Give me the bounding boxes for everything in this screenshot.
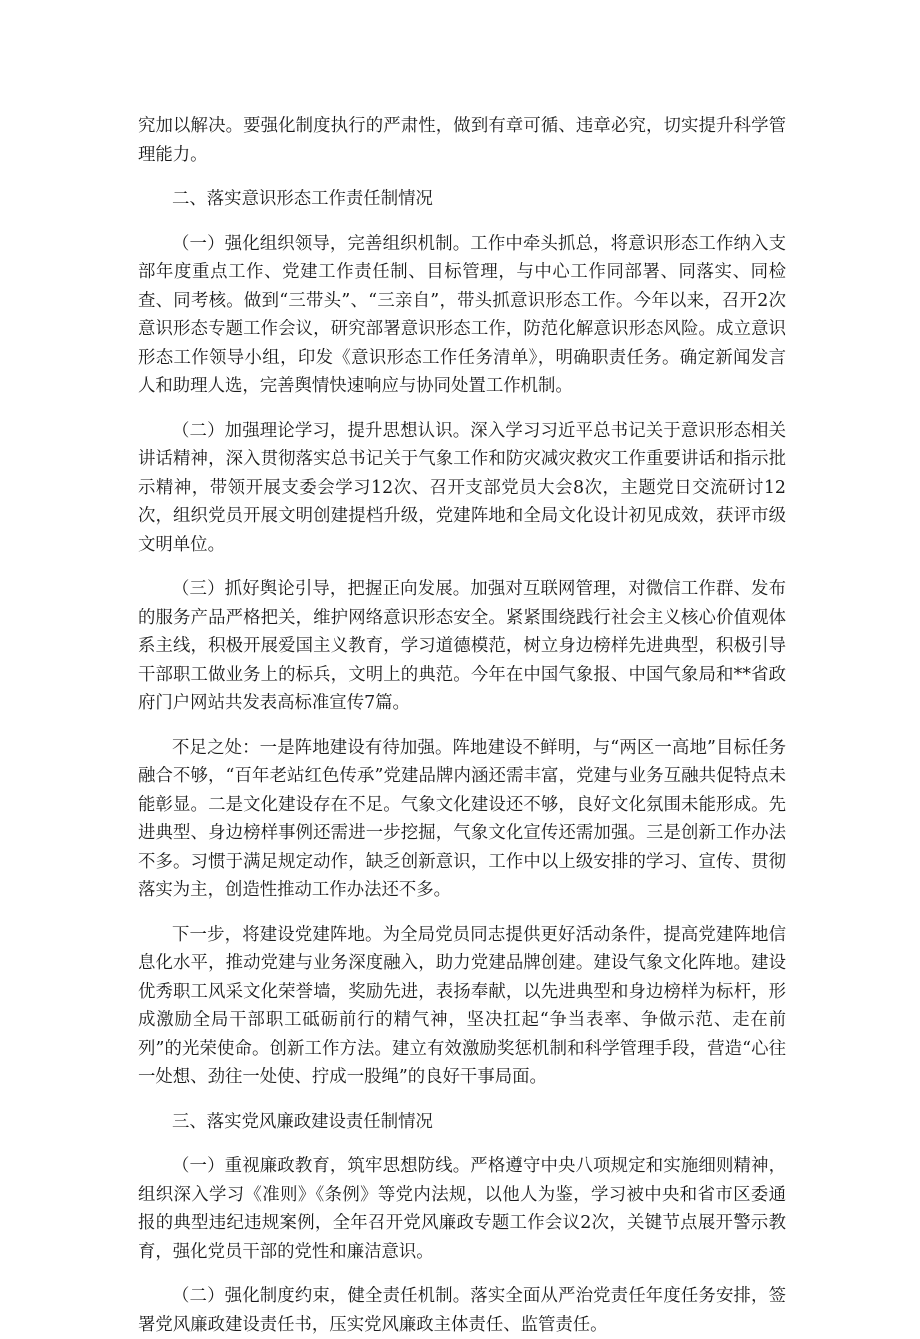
section-heading-2: 二、落实意识形态工作责任制情况 <box>172 189 433 209</box>
paragraph-gap <box>138 718 786 734</box>
paragraph-gap <box>138 559 786 575</box>
paragraph-continuation: 究加以解决。要强化制度执行的严肃性，做到有章可循、违章必究，切实提升科学管理能力。 <box>138 116 786 165</box>
paragraph-next-steps: 下一步，将建设党建阵地。为全局党员同志提供更好活动条件，提高党建阵地信息化水平，推动党建与业务深度融入，助力党建品牌创建。建设气象文化阵地。建设优秀职工风采文化荣誉墙，奖励先进，表扬奉献，以先进典型和身边榜样为标杆，形成激励全局干部职工砥砺前行的精气神，坚决扛起“争当表率、争做示范、走在前列”的光荣使命。创新工作方法。建立有效激励奖惩机制和科学管理手段，营造“心往一处想、劲往一处使、拧成一股绳”的良好干事局面。 <box>138 924 786 1087</box>
document-page <box>138 112 786 1339</box>
paragraph-organization: （一）强化组织领导，完善组织机制。工作中牵头抓总，将意识形态工作纳入支部年度重点工作、党建工作责任制、目标管理，与中心工作同部署、同落实、同检查、同考核。做到“三带头”、“三亲自”，带头抓意识形态工作。今年以来，召开2次意识形态专题工作会议，研究部署意识形态工作，防范化解意识形态风险。成立意识形态工作领导小组，印发《意识形态工作任务清单》，明确职责任务。确定新闻发言人和助理人选，完善舆情快速响应与协同处置工作机制。 <box>138 233 786 396</box>
paragraph-gap <box>138 214 786 230</box>
section-heading-3: 三、落实党风廉政建设责任制情况 <box>172 1111 433 1132</box>
paragraph-gap <box>138 401 786 417</box>
paragraph-public-opinion: （三）抓好舆论引导，把握正向发展。加强对互联网管理，对微信工作群、发布的服务产品严格把关，维护网络意识形态安全。紧紧围绕践行社会主义核心价值观体系主线，积极开展爱国主义教育，学习道德模范，树立身边榜样先进典型，积极引导干部职工做业务上的标兵，文明上的典范。今年在中国气象报、中国气象局和**省政府门户网站共发表高标准宣传7篇。 <box>138 579 786 713</box>
paragraph-theory-study: （二）加强理论学习，提升思想认识。深入学习习近平总书记关于意识形态相关讲话精神，深入贯彻落实总书记关于气象工作和防灾减灾救灾工作重要讲话和指示批示精神，带领开展支委会学习12次、召开支部党员大会8次，主题党日交流研讨12次，组织党员开展文明创建提档升级，党建阵地和全局文化设计初见成效，获评市级文明单位。 <box>138 420 786 555</box>
paragraph-gap <box>138 1092 786 1108</box>
paragraph-responsibility-mechanism: （二）强化制度约束，健全责任机制。落实全面从严治党责任年度任务安排，签署党风廉政建设责任书，压实党风廉政主体责任、监管责任。 <box>138 1286 786 1335</box>
paragraph-shortcomings: 不足之处：一是阵地建设有待加强。阵地建设不鲜明，与“两区一高地”目标任务融合不够，“百年老站红色传承”党建品牌内涵还需丰富，党建与业务互融共促特点未能彰显。二是文化建设存在不足。气象文化建设还不够，良好文化氛围未能形成。先进典型、身边榜样事例还需进一步挖掘，气象文化宣传还需加强。三是创新工作办法不多。习惯于满足规定动作，缺乏创新意识，工作中以上级安排的学习、宣传、贯彻落实为主，创造性推动工作办法还不多。 <box>138 737 786 900</box>
paragraph-gap <box>138 1266 786 1282</box>
paragraph-integrity-education: （一）重视廉政教育，筑牢思想防线。严格遵守中央八项规定和实施细则精神，组织深入学习《准则》《条例》等党内法规，以他人为鉴，学习被中央和省市区委通报的典型违纪违规案例，全年召开党风廉政专题工作会议2次，关键节点展开警示教育，强化党员干部的党性和廉洁意识。 <box>138 1156 786 1262</box>
paragraph-gap <box>138 169 786 185</box>
paragraph-gap <box>138 1136 786 1152</box>
paragraph-gap <box>138 905 786 921</box>
